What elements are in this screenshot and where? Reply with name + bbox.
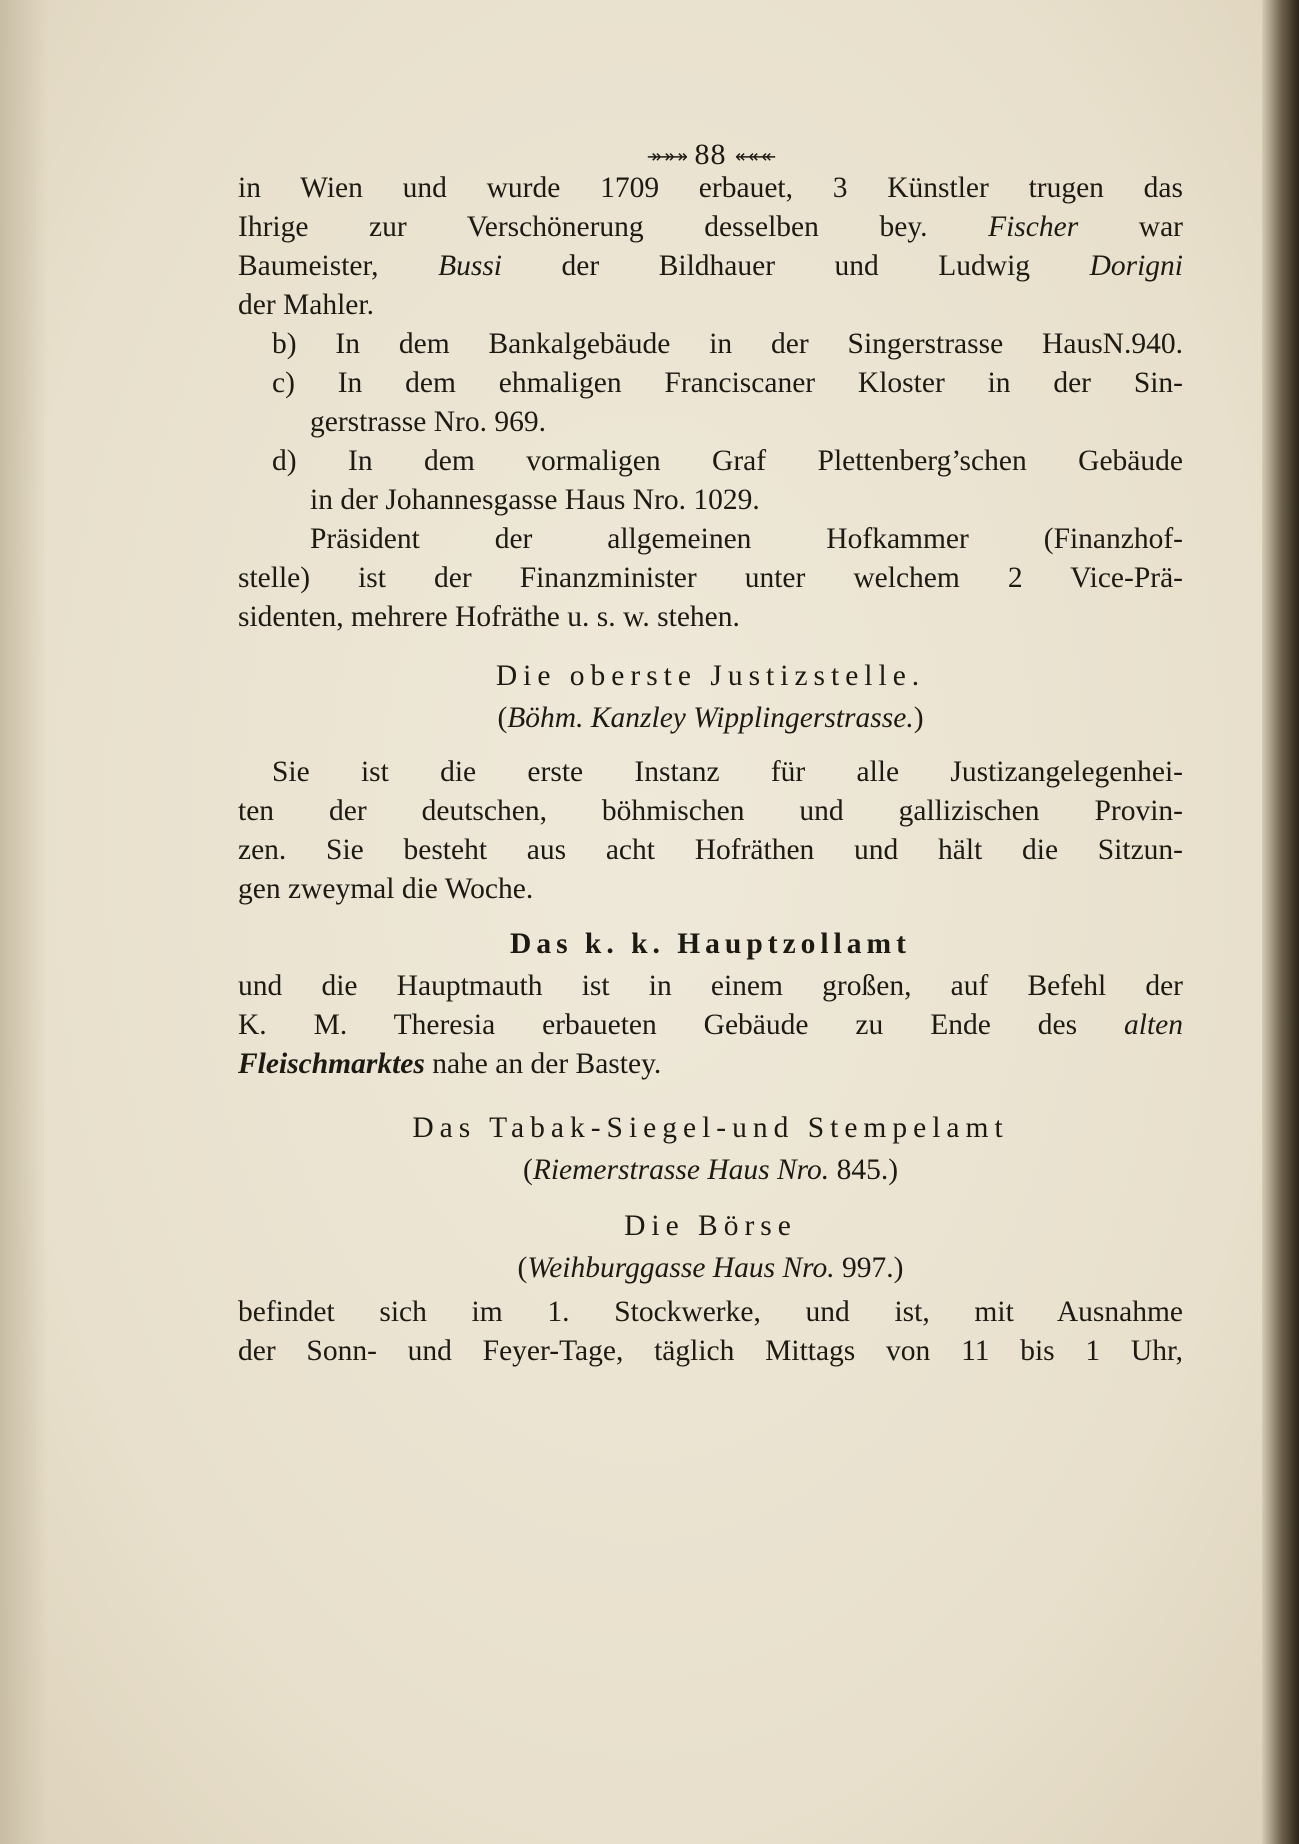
list-item-d-cont: in der Johannesgasse Haus Nro. 1029. — [310, 484, 760, 516]
text-line: der Sonn- und Feyer-Tage, täglich Mittags von 11 bis 1 Uhr, — [238, 1335, 1183, 1367]
text-line: ten der deutschen, böhmischen und gallizischen Provin- — [238, 795, 1183, 827]
text-line: Präsident der allgemeinen Hofkammer (Finanzhof- — [310, 523, 1183, 555]
text-line: gen zweymal die Woche. — [238, 873, 534, 905]
section-heading-boerse: Die Börse — [624, 1210, 797, 1242]
section-heading-justizstelle: Die oberste Justizstelle. — [495, 660, 926, 692]
text-line: sidenten, mehrere Hofräthe u. s. w. stehen. — [238, 601, 740, 633]
section-heading-hauptzollamt: Das k. k. Hauptzollamt — [510, 928, 911, 960]
header-ornament-left: ↠↠↠ — [646, 146, 686, 167]
section-subtitle-justizstelle: (Böhm. Kanzley Wipplingerstrasse.) — [497, 702, 924, 734]
text-line: Fleischmarktes nahe an der Bastey. — [238, 1048, 662, 1080]
list-item-c: c) In dem ehmaligen Franciscaner Kloster in der Sin- — [272, 367, 1183, 399]
text-line: zen. Sie besteht aus acht Hofräthen und hält die Sitzun- — [238, 834, 1183, 866]
text-line: stelle) ist der Finanzminister unter welchem 2 Vice-Prä- — [238, 562, 1183, 594]
section-subtitle-boerse: (Weihburggasse Haus Nro. 997.) — [517, 1252, 904, 1284]
header-ornament-right: ↞↞↞ — [735, 146, 775, 167]
text-line: Ihrige zur Verschönerung desselben bey. Fischer war — [238, 211, 1183, 243]
page-fold-shadow — [0, 0, 48, 1844]
list-item-b: b) In dem Bankalgebäude in der Singerstrasse HausN.940. — [272, 328, 1183, 360]
list-item-d: d) In dem vormaligen Graf Plettenberg’schen Gebäude — [272, 445, 1183, 477]
name-bussi: Bussi — [438, 250, 502, 282]
page-edge-shadow — [1262, 0, 1299, 1844]
text-line: befindet sich im 1. Stockwerke, und ist, mit Ausnahme — [238, 1296, 1183, 1328]
page-header — [238, 138, 1183, 172]
list-item-c-cont: gerstrasse Nro. 969. — [310, 406, 546, 438]
text-line: und die Hauptmauth ist in einem großen, auf Befehl der — [238, 970, 1183, 1002]
section-heading-tabakamt: Das Tabak-Siegel-und Stempelamt — [412, 1112, 1009, 1144]
page-number: 88 — [694, 138, 727, 171]
text-line: der Mahler. — [238, 289, 374, 321]
text-line: in Wien und wurde 1709 erbauet, 3 Künstler trugen das — [238, 172, 1183, 204]
name-fischer: Fischer — [988, 211, 1079, 243]
text-line: Baumeister, Bussi der Bildhauer und Ludwig Dorigni — [238, 250, 1184, 282]
text-line: K. M. Theresia erbaueten Gebäude zu Ende des alten — [238, 1009, 1184, 1041]
name-dorigni: Dorigni — [1089, 250, 1184, 282]
text-line: Sie ist die erste Instanz für alle Justizangelegenhei- — [272, 756, 1183, 788]
section-subtitle-tabakamt: (Riemerstrasse Haus Nro. 845.) — [522, 1154, 899, 1186]
